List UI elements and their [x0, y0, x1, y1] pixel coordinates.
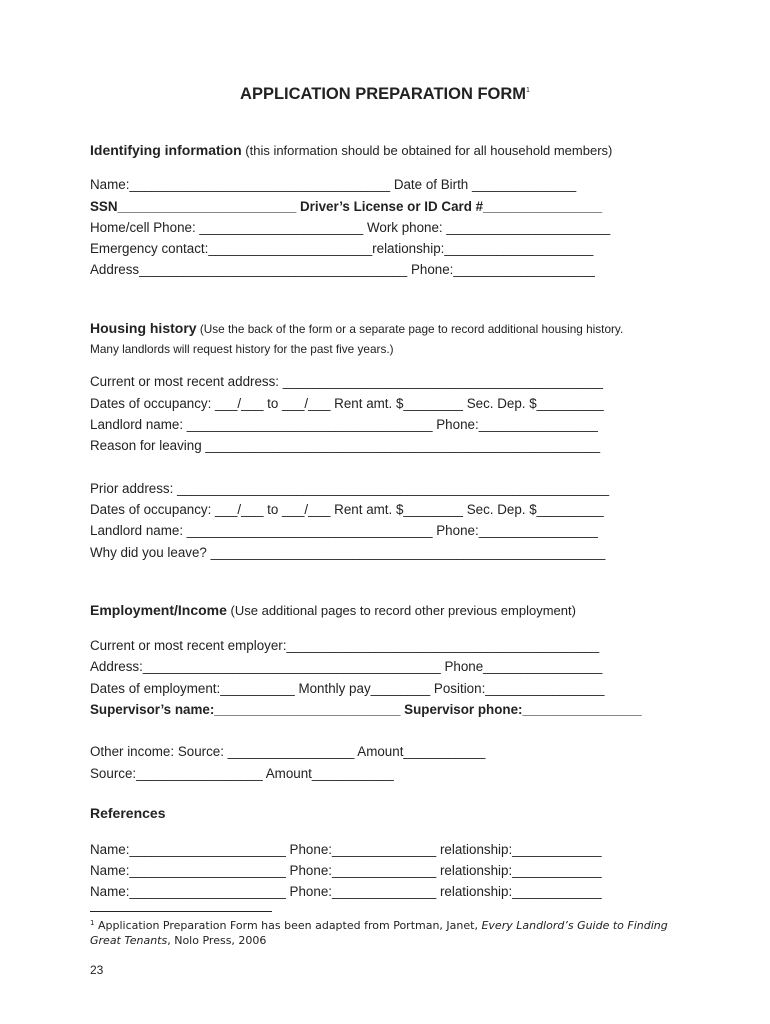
reference-line-2: Name:_____________________ Phone:______________ relationship:____________ — [90, 863, 602, 878]
ssn-license-line: SSN________________________ Driver’s License or ID Card #________________ — [90, 199, 603, 214]
footnote-line-1 — [90, 919, 668, 932]
employment-heading: Employment/Income — [90, 602, 227, 618]
form-title-text: APPLICATION PREPARATION FORM — [240, 85, 527, 103]
identifying-note: (this information should be obtained for all household members) — [241, 143, 613, 158]
emergency-address-line: Address____________________________________ Phone:___________________ — [90, 262, 595, 277]
footnote-line-2 — [90, 934, 266, 947]
footnote-mark: 1 — [90, 919, 95, 927]
footnote-marker: 1 — [526, 87, 530, 94]
name-dob-line: Name:___________________________________ Date of Birth ______________ — [90, 177, 577, 192]
supervisor-line: Supervisor’s name:_________________________ Supervisor phone:________________ — [90, 702, 642, 717]
phone-line: Home/cell Phone: ______________________ Work phone: ______________________ — [90, 220, 611, 235]
references-heading: References — [90, 805, 166, 821]
prior-reason-line: Why did you leave? _____________________________________________________ — [90, 545, 606, 560]
footnote-book-title-part2: Great Tenants — [90, 934, 168, 947]
employer-address-line: Address:________________________________________ Phone________________ — [90, 659, 603, 674]
prior-address-line: Prior address: __________________________________________________________ — [90, 481, 610, 496]
current-reason-line: Reason for leaving _____________________________________________________ — [90, 438, 601, 453]
references-section-heading — [90, 805, 166, 821]
housing-note-line2-wrap — [90, 341, 394, 356]
current-occupancy-line: Dates of occupancy: ___/___ to ___/___ Rent amt. $________ Sec. Dep. $_________ — [90, 396, 604, 411]
identifying-heading: Identifying information — [90, 142, 242, 158]
housing-section-heading — [90, 320, 623, 336]
prior-landlord-line: Landlord name: _________________________________ Phone:________________ — [90, 523, 598, 538]
footnote-text: Application Preparation Form has been adapted from Portman, Janet, — [94, 919, 482, 932]
prior-occupancy-line: Dates of occupancy: ___/___ to ___/___ Rent amt. $________ Sec. Dep. $_________ — [90, 502, 604, 517]
reference-line-3: Name:_____________________ Phone:______________ relationship:____________ — [90, 884, 602, 899]
current-address-line: Current or most recent address: ___________________________________________ — [90, 374, 603, 389]
employment-dates-line: Dates of employment:__________ Monthly pay________ Position:________________ — [90, 681, 605, 696]
form-title — [0, 85, 770, 104]
identifying-section-heading — [90, 142, 612, 158]
footnote-divider — [90, 911, 272, 912]
employment-section-heading — [90, 602, 576, 618]
employment-note: (Use additional pages to record other previous employment) — [226, 603, 576, 618]
housing-note: (Use the back of the form or a separate page to record additional housing history. — [196, 322, 624, 336]
other-income-line-2: Source:_________________ Amount___________ — [90, 766, 394, 781]
page-number: 23 — [90, 963, 104, 977]
emergency-contact-line: Emergency contact:______________________relationship:____________________ — [90, 241, 594, 256]
housing-note-line2: Many landlords will request history for the past five years.) — [90, 342, 394, 356]
other-income-line-1: Other income: Source: _________________ Amount___________ — [90, 744, 486, 759]
housing-heading: Housing history — [90, 320, 197, 336]
footnote-publisher: , Nolo Press, 2006 — [167, 934, 267, 947]
current-landlord-line: Landlord name: _________________________________ Phone:________________ — [90, 417, 598, 432]
reference-line-1: Name:_____________________ Phone:______________ relationship:____________ — [90, 842, 602, 857]
footnote-book-title-part1: Every Landlord’s Guide to Finding — [481, 919, 668, 932]
employer-line: Current or most recent employer:__________________________________________ — [90, 638, 600, 653]
